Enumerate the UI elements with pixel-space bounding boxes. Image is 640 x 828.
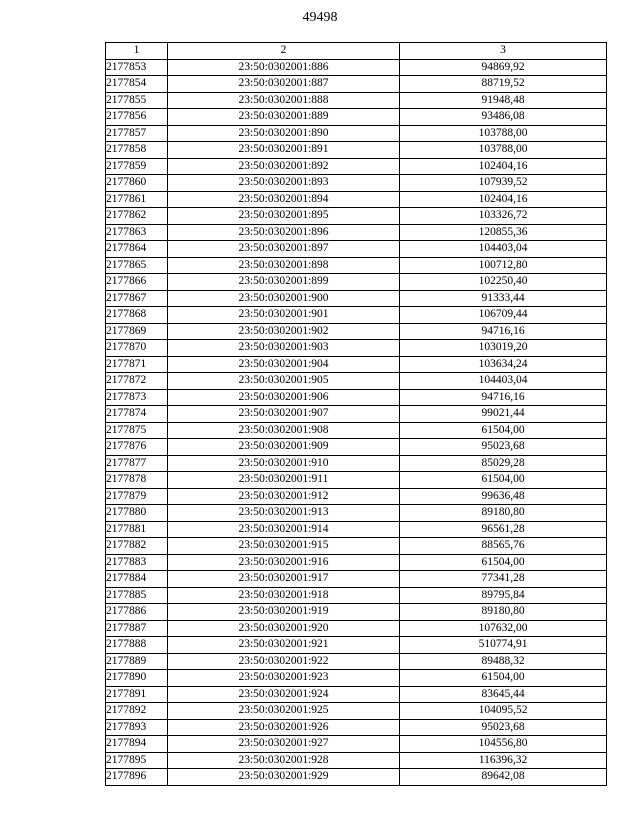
row-number-cell: 2177862 (106, 208, 168, 225)
cadastral-number-cell: 23:50:0302001:913 (168, 505, 400, 522)
table-row (106, 571, 607, 588)
value-cell: 94716,16 (400, 323, 607, 340)
table-row (106, 76, 607, 93)
value-cell: 89488,32 (400, 653, 607, 670)
value-cell: 61504,00 (400, 670, 607, 687)
cadastral-number-cell: 23:50:0302001:909 (168, 439, 400, 456)
cadastral-number-cell: 23:50:0302001:888 (168, 92, 400, 109)
table-row (106, 488, 607, 505)
value-cell: 103634,24 (400, 356, 607, 373)
row-number-cell: 2177864 (106, 241, 168, 258)
table-row (106, 670, 607, 687)
table-row (106, 406, 607, 423)
cadastral-number-cell: 23:50:0302001:889 (168, 109, 400, 126)
table-row (106, 241, 607, 258)
row-number-cell: 2177887 (106, 620, 168, 637)
table-row (106, 373, 607, 390)
row-number-cell: 2177883 (106, 554, 168, 571)
cadastral-number-cell: 23:50:0302001:892 (168, 158, 400, 175)
row-number-cell: 2177853 (106, 59, 168, 76)
value-cell: 77341,28 (400, 571, 607, 588)
table-row (106, 158, 607, 175)
table-row (106, 455, 607, 472)
cadastral-number-cell: 23:50:0302001:926 (168, 719, 400, 736)
row-number-cell: 2177881 (106, 521, 168, 538)
table-row (106, 175, 607, 192)
cadastral-number-cell: 23:50:0302001:921 (168, 637, 400, 654)
table-row (106, 653, 607, 670)
cadastral-number-cell: 23:50:0302001:922 (168, 653, 400, 670)
row-number-cell: 2177893 (106, 719, 168, 736)
table-row (106, 59, 607, 76)
column-header-number: 1 (106, 43, 168, 60)
cadastral-number-cell: 23:50:0302001:890 (168, 125, 400, 142)
table-row (106, 142, 607, 159)
value-cell: 95023,68 (400, 439, 607, 456)
row-number-cell: 2177889 (106, 653, 168, 670)
cadastral-number-cell: 23:50:0302001:886 (168, 59, 400, 76)
row-number-cell: 2177857 (106, 125, 168, 142)
cadastral-number-cell: 23:50:0302001:898 (168, 257, 400, 274)
table-row (106, 538, 607, 555)
cadastral-number-cell: 23:50:0302001:910 (168, 455, 400, 472)
row-number-cell: 2177865 (106, 257, 168, 274)
cadastral-number-cell: 23:50:0302001:911 (168, 472, 400, 489)
table-row (106, 191, 607, 208)
value-cell: 99636,48 (400, 488, 607, 505)
row-number-cell: 2177867 (106, 290, 168, 307)
row-number-cell: 2177856 (106, 109, 168, 126)
row-number-cell: 2177855 (106, 92, 168, 109)
value-cell: 99021,44 (400, 406, 607, 423)
row-number-cell: 2177861 (106, 191, 168, 208)
row-number-cell: 2177884 (106, 571, 168, 588)
value-cell: 61504,00 (400, 472, 607, 489)
cadastral-number-cell: 23:50:0302001:919 (168, 604, 400, 621)
table-row (106, 703, 607, 720)
value-cell: 88565,76 (400, 538, 607, 555)
value-cell: 102404,16 (400, 158, 607, 175)
value-cell: 106709,44 (400, 307, 607, 324)
cadastral-number-cell: 23:50:0302001:903 (168, 340, 400, 357)
table-row (106, 422, 607, 439)
value-cell: 93486,08 (400, 109, 607, 126)
row-number-cell: 2177868 (106, 307, 168, 324)
row-number-cell: 2177874 (106, 406, 168, 423)
table-row (106, 257, 607, 274)
table-row (106, 109, 607, 126)
cadastral-number-cell: 23:50:0302001:907 (168, 406, 400, 423)
table-row (106, 290, 607, 307)
table-row (106, 554, 607, 571)
column-header-value: 3 (400, 43, 607, 60)
table-row (106, 620, 607, 637)
value-cell: 120855,36 (400, 224, 607, 241)
row-number-cell: 2177886 (106, 604, 168, 621)
value-cell: 91948,48 (400, 92, 607, 109)
cadastral-number-cell: 23:50:0302001:928 (168, 752, 400, 769)
table-row (106, 604, 607, 621)
cadastral-number-cell: 23:50:0302001:925 (168, 703, 400, 720)
row-number-cell: 2177858 (106, 142, 168, 159)
row-number-cell: 2177882 (106, 538, 168, 555)
cadastral-number-cell: 23:50:0302001:918 (168, 587, 400, 604)
table-row (106, 125, 607, 142)
row-number-cell: 2177879 (106, 488, 168, 505)
table-row (106, 208, 607, 225)
row-number-cell: 2177896 (106, 769, 168, 786)
cadastral-number-cell: 23:50:0302001:902 (168, 323, 400, 340)
cadastral-number-cell: 23:50:0302001:897 (168, 241, 400, 258)
cadastral-number-cell: 23:50:0302001:894 (168, 191, 400, 208)
value-cell: 61504,00 (400, 422, 607, 439)
table-row (106, 356, 607, 373)
cadastral-number-cell: 23:50:0302001:915 (168, 538, 400, 555)
row-number-cell: 2177892 (106, 703, 168, 720)
table-row (106, 505, 607, 522)
table-row (106, 736, 607, 753)
table-row (106, 769, 607, 786)
value-cell: 89642,08 (400, 769, 607, 786)
cadastral-number-cell: 23:50:0302001:904 (168, 356, 400, 373)
value-cell: 103019,20 (400, 340, 607, 357)
value-cell: 94869,92 (400, 59, 607, 76)
cadastral-number-cell: 23:50:0302001:906 (168, 389, 400, 406)
registry-table (105, 42, 607, 786)
value-cell: 89180,80 (400, 604, 607, 621)
row-number-cell: 2177871 (106, 356, 168, 373)
row-number-cell: 2177890 (106, 670, 168, 687)
row-number-cell: 2177877 (106, 455, 168, 472)
value-cell: 61504,00 (400, 554, 607, 571)
cadastral-number-cell: 23:50:0302001:920 (168, 620, 400, 637)
table-row (106, 719, 607, 736)
cadastral-number-cell: 23:50:0302001:929 (168, 769, 400, 786)
cadastral-number-cell: 23:50:0302001:917 (168, 571, 400, 588)
row-number-cell: 2177869 (106, 323, 168, 340)
row-number-cell: 2177880 (106, 505, 168, 522)
row-number-cell: 2177873 (106, 389, 168, 406)
row-number-cell: 2177894 (106, 736, 168, 753)
row-number-cell: 2177875 (106, 422, 168, 439)
cadastral-number-cell: 23:50:0302001:893 (168, 175, 400, 192)
cadastral-number-cell: 23:50:0302001:916 (168, 554, 400, 571)
row-number-cell: 2177854 (106, 76, 168, 93)
cadastral-number-cell: 23:50:0302001:896 (168, 224, 400, 241)
row-number-cell: 2177870 (106, 340, 168, 357)
table-row (106, 274, 607, 291)
value-cell: 85029,28 (400, 455, 607, 472)
table-body (106, 59, 607, 785)
cadastral-number-cell: 23:50:0302001:901 (168, 307, 400, 324)
cadastral-number-cell: 23:50:0302001:914 (168, 521, 400, 538)
row-number-cell: 2177885 (106, 587, 168, 604)
table-row (106, 323, 607, 340)
value-cell: 103326,72 (400, 208, 607, 225)
row-number-cell: 2177860 (106, 175, 168, 192)
table-row (106, 389, 607, 406)
table-row (106, 587, 607, 604)
value-cell: 83645,44 (400, 686, 607, 703)
table-row (106, 92, 607, 109)
row-number-cell: 2177878 (106, 472, 168, 489)
value-cell: 510774,91 (400, 637, 607, 654)
row-number-cell: 2177891 (106, 686, 168, 703)
table-row (106, 686, 607, 703)
cadastral-number-cell: 23:50:0302001:895 (168, 208, 400, 225)
value-cell: 95023,68 (400, 719, 607, 736)
table-row (106, 637, 607, 654)
value-cell: 100712,80 (400, 257, 607, 274)
cadastral-number-cell: 23:50:0302001:927 (168, 736, 400, 753)
row-number-cell: 2177876 (106, 439, 168, 456)
value-cell: 107632,00 (400, 620, 607, 637)
value-cell: 89180,80 (400, 505, 607, 522)
value-cell: 104403,04 (400, 373, 607, 390)
cadastral-number-cell: 23:50:0302001:900 (168, 290, 400, 307)
value-cell: 94716,16 (400, 389, 607, 406)
table-header-row (106, 43, 607, 60)
value-cell: 103788,00 (400, 125, 607, 142)
cadastral-number-cell: 23:50:0302001:887 (168, 76, 400, 93)
cadastral-number-cell: 23:50:0302001:924 (168, 686, 400, 703)
table-row (106, 752, 607, 769)
cadastral-number-cell: 23:50:0302001:899 (168, 274, 400, 291)
value-cell: 88719,52 (400, 76, 607, 93)
row-number-cell: 2177888 (106, 637, 168, 654)
row-number-cell: 2177895 (106, 752, 168, 769)
value-cell: 102404,16 (400, 191, 607, 208)
value-cell: 102250,40 (400, 274, 607, 291)
row-number-cell: 2177863 (106, 224, 168, 241)
table-row (106, 307, 607, 324)
value-cell: 104556,80 (400, 736, 607, 753)
table-row (106, 521, 607, 538)
table-row (106, 224, 607, 241)
cadastral-number-cell: 23:50:0302001:891 (168, 142, 400, 159)
value-cell: 107939,52 (400, 175, 607, 192)
cadastral-number-cell: 23:50:0302001:912 (168, 488, 400, 505)
cadastral-number-cell: 23:50:0302001:923 (168, 670, 400, 687)
row-number-cell: 2177859 (106, 158, 168, 175)
value-cell: 103788,00 (400, 142, 607, 159)
value-cell: 91333,44 (400, 290, 607, 307)
table-row (106, 340, 607, 357)
cadastral-number-cell: 23:50:0302001:905 (168, 373, 400, 390)
column-header-cadastral: 2 (168, 43, 400, 60)
value-cell: 96561,28 (400, 521, 607, 538)
row-number-cell: 2177866 (106, 274, 168, 291)
table-row (106, 439, 607, 456)
value-cell: 104095,52 (400, 703, 607, 720)
cadastral-number-cell: 23:50:0302001:908 (168, 422, 400, 439)
value-cell: 116396,32 (400, 752, 607, 769)
page-number: 49498 (302, 10, 338, 25)
value-cell: 89795,84 (400, 587, 607, 604)
row-number-cell: 2177872 (106, 373, 168, 390)
value-cell: 104403,04 (400, 241, 607, 258)
table-row (106, 472, 607, 489)
